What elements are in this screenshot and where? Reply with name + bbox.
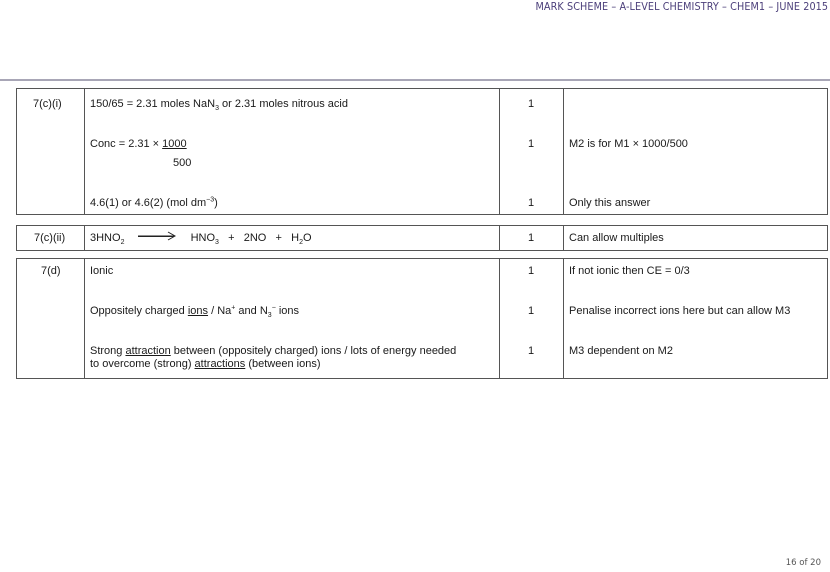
answer-line-3: Strong attraction between (oppositely charged) ions / lots of energy needed: [90, 345, 457, 357]
column-divider: [563, 89, 564, 214]
column-divider: [499, 89, 500, 214]
guidance-comment: Can allow multiples: [569, 232, 664, 244]
column-divider: [499, 226, 500, 250]
guidance-comment: M2 is for M1 × 1000/500: [569, 138, 688, 150]
page-number: 16 of 20: [785, 558, 821, 568]
guidance-comment: M3 dependent on M2: [569, 345, 673, 357]
column-divider: [563, 259, 564, 378]
header-divider: [0, 79, 830, 81]
answer-line-2-denominator: 500: [173, 157, 192, 169]
mark-value: 1: [528, 98, 535, 110]
column-divider: [84, 226, 85, 250]
question-number: 7(d): [41, 265, 61, 277]
answer-line-2: Oppositely charged ions / Na+ and $N_3^-$ ions: [90, 304, 300, 320]
document-header-title: MARK SCHEME – A-LEVEL CHEMISTRY – CHEM1 – JUNE 2015: [535, 1, 828, 13]
reaction-arrow-icon: [138, 233, 176, 243]
chemical-equation: $3HNO_2$ $HNO_3$ + 2NO + $H_2O$: [90, 232, 312, 247]
question-number: 7(c)(i): [33, 98, 62, 110]
mark-value: 1: [528, 265, 535, 277]
mark-value: 1: [528, 138, 535, 150]
guidance-comment: Only this answer: [569, 197, 651, 209]
answer-line-2: Conc = 2.31 × 1000: [90, 138, 187, 150]
column-divider: [84, 259, 85, 378]
column-divider: [563, 226, 564, 250]
mark-table-7ci: [16, 88, 828, 215]
mark-value: 1: [528, 197, 535, 209]
answer-line-3: 4.6(1) or 4.6(2) (mol $dm^{-3}$): [90, 196, 218, 209]
answer-line-1: 150/65 = 2.31 moles NaN$_3$ or 2.31 moles nitrous acid: [90, 98, 348, 113]
mark-value: 1: [528, 232, 535, 244]
column-divider: [84, 89, 85, 214]
column-divider: [499, 259, 500, 378]
mark-table-7d: [16, 258, 828, 379]
answer-line-1: Ionic: [90, 265, 114, 277]
guidance-comment: Penalise incorrect ions here but can allow M3: [569, 305, 791, 317]
answer-line-3-continued: to overcome (strong) attractions (between ions): [90, 358, 321, 370]
mark-value: 1: [528, 345, 535, 357]
mark-value: 1: [528, 305, 535, 317]
guidance-comment: If not ionic then CE = 0/3: [569, 265, 690, 277]
question-number: 7(c)(ii): [34, 232, 66, 244]
mark-table-7cii: [16, 225, 828, 251]
